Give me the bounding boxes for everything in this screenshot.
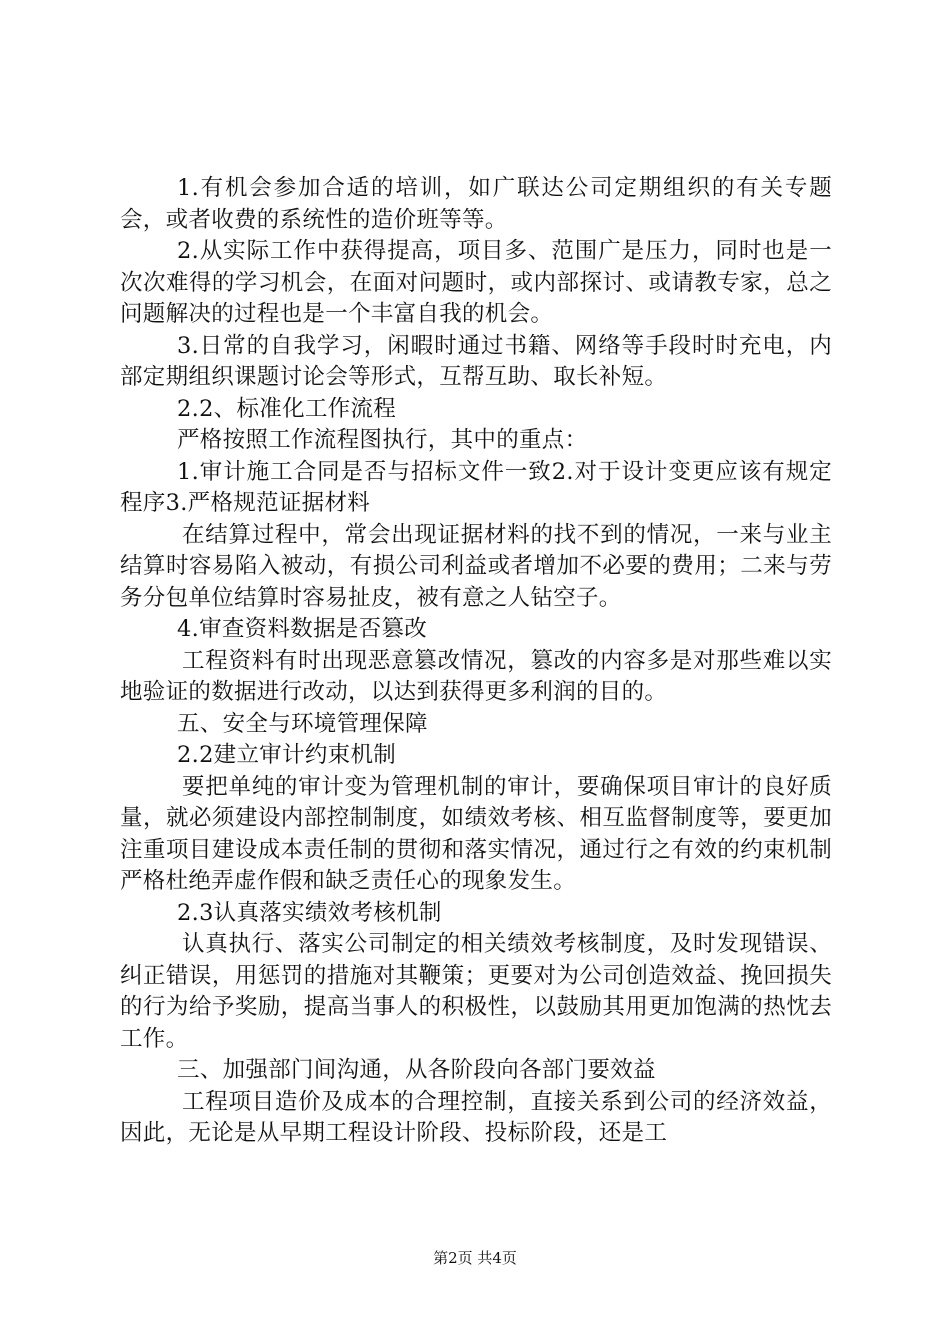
paragraph-practice: 2.从实际工作中获得提高，项目多、范围广是压力，同时也是一次次难得的学习机会，在面对问题时，或内部探讨、或请教专家，总之问题解决的过程也是一个丰富自我的机会。 [120, 238, 832, 327]
section-heading-audit-mechanism: 2.2建立审计约束机制 [177, 742, 397, 768]
document-body [120, 173, 832, 1150]
page-number-footer: 第2页 共4页 [433, 1249, 517, 1267]
paragraph-data-review: 4.审查资料数据是否篡改 [177, 616, 428, 642]
paragraph-training: 1.有机会参加合适的培训，如广联达公司定期组织的有关专题会，或者收费的系统性的造价班等等。 [120, 175, 832, 233]
paragraph-tampering: 工程资料有时出现恶意篡改情况，篡改的内容多是对那些难以实地验证的数据进行改动，以达到获得更多利润的目的。 [120, 647, 832, 705]
paragraph-workflow-points: 1.审计施工合同是否与招标文件一致2.对于设计变更应该有规定程序3.严格规范证据材料 [120, 458, 832, 516]
section-heading-communication: 三、加强部门间沟通，从各阶段向各部门要效益 [177, 1057, 656, 1083]
section-heading-performance: 2.3认真落实绩效考核机制 [177, 899, 442, 926]
paragraph-self-study: 3.日常的自我学习，闲暇时通过书籍、网络等手段时时充电，内部定期组织课题讨论会等形式，互帮互助、取长补短。 [120, 332, 832, 390]
paragraph-workflow-intro: 严格按照工作流程图执行，其中的重点： [177, 427, 588, 453]
paragraph-performance: 认真执行、落实公司制定的相关绩效考核制度，及时发现错误、纠正错误，用惩罚的措施对其鞭策；更要对为公司创造效益、挽回损失的行为给予奖励，提高当事人的积极性，以鼓励其用更加饱满的热忱去工作。 [120, 931, 832, 1052]
paragraph-audit-mechanism: 要把单纯的审计变为管理机制的审计，要确保项目审计的良好质量，就必须建设内部控制制度，如绩效考核、相互监督制度等，要更加注重项目建设成本责任制的贯彻和落实情况，通过行之有效的约束机制严格杜绝弄虚作假和缺乏责任心的现象发生。 [120, 773, 832, 894]
section-heading-safety: 五、安全与环境管理保障 [177, 710, 428, 737]
paragraph-cost-control: 工程项目造价及成本的合理控制，直接关系到公司的经济效益，因此，无论是从早期工程设计阶段、投标阶段，还是工 [120, 1088, 832, 1146]
paragraph-settlement: 在结算过程中，常会出现证据材料的找不到的情况，一来与业主结算时容易陷入被动，有损公司利益或者增加不必要的费用；二来与劳务分包单位结算时容易扯皮，被有意之人钻空子。 [120, 521, 832, 611]
section-heading-workflow: 2.2、标准化工作流程 [177, 395, 397, 422]
